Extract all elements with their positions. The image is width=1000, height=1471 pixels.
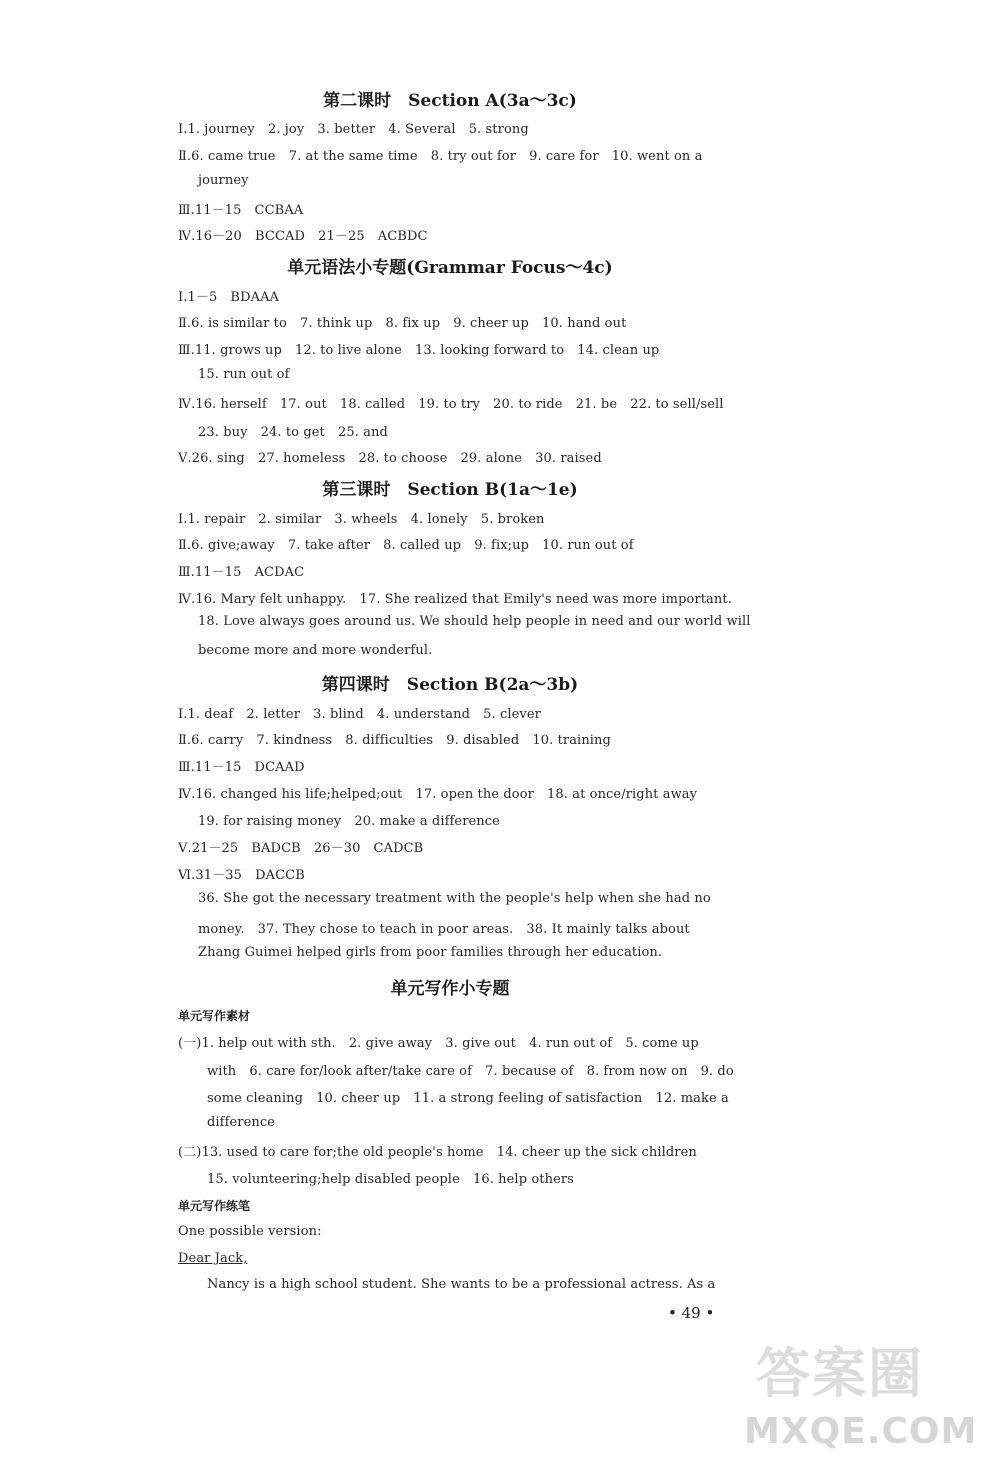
answer-line: (一)1. help out with sth. 2. give away 3. give out 4. run out of 5. come up xyxy=(178,1036,699,1051)
answer-line: Ⅳ.16－20 BCCAD 21－25 ACBDC xyxy=(178,229,428,244)
answer-line: Ⅱ.6. give;away 7. take after 8. called up 9. fix;up 10. run out of xyxy=(178,538,634,553)
answer-line: Ⅰ.1. repair 2. similar 3. wheels 4. lonely 5. broken xyxy=(178,512,545,527)
answer-line: some cleaning 10. cheer up 11. a strong feeling of satisfaction 12. make a xyxy=(207,1091,729,1106)
answer-line: 36. She got the necessary treatment with the people's help when she had no xyxy=(198,891,711,906)
version-line: One possible version: xyxy=(178,1224,322,1239)
watermark xyxy=(738,1327,988,1467)
writing-material-label: 单元写作素材 xyxy=(178,1009,251,1023)
writing-practice-label: 单元写作练笔 xyxy=(178,1199,251,1213)
answer-line: Ⅱ.6. is similar to 7. think up 8. fix up 9. cheer up 10. hand out xyxy=(178,316,627,331)
answer-line: Ⅵ.31－35 DACCB xyxy=(178,868,305,883)
answer-line: become more and more wonderful. xyxy=(198,643,433,658)
watermark-url: MXQE.COM xyxy=(744,1411,978,1452)
answer-line: Ⅲ.11－15 CCBAA xyxy=(178,203,304,218)
answer-line: Ⅰ.1. journey 2. joy 3. better 4. Several 5. strong xyxy=(178,122,529,137)
answer-line: Ⅳ.16. changed his life;helped;out 17. open the door 18. at once/right away xyxy=(178,787,698,802)
answer-line: (二)13. used to care for;the old people's home 14. cheer up the sick children xyxy=(178,1145,697,1160)
answer-line: 19. for raising money 20. make a difference xyxy=(198,814,500,829)
answer-line: Ⅳ.16. herself 17. out 18. called 19. to try 20. to ride 21. be 22. to sell/sell xyxy=(178,397,724,412)
section-heading-section-b-2a-3b: 第四课时 Section B(2a～3b) xyxy=(321,675,579,695)
answer-line: journey xyxy=(198,173,249,188)
answer-line: 15. volunteering;help disabled people 16. help others xyxy=(207,1172,574,1187)
answer-line: difference xyxy=(207,1115,276,1130)
letter-greeting: Dear Jack, xyxy=(178,1251,248,1266)
answer-line: 15. run out of xyxy=(198,367,290,382)
answer-line: Ⅲ.11. grows up 12. to live alone 13. looking forward to 14. clean up xyxy=(178,343,660,358)
answer-line: 23. buy 24. to get 25. and xyxy=(198,425,388,440)
answer-line: Ⅱ.6. carry 7. kindness 8. difficulties 9. disabled 10. training xyxy=(178,733,611,748)
section-heading-grammar-focus: 单元语法小专题(Grammar Focus～4c) xyxy=(287,258,613,278)
answer-line: money. 37. They chose to teach in poor areas. 38. It mainly talks about xyxy=(198,922,690,937)
answer-line: Ⅲ.11－15 ACDAC xyxy=(178,565,305,580)
answer-line: with 6. care for/look after/take care of 7. because of 8. from now on 9. do xyxy=(207,1064,734,1079)
watermark-logo-text: 答案圈 xyxy=(756,1342,924,1405)
answer-line: Ⅱ.6. came true 7. at the same time 8. try out for 9. care for 10. went on a xyxy=(178,149,703,164)
section-heading-writing: 单元写作小专题 xyxy=(390,979,510,999)
answer-line: Ⅴ.21－25 BADCB 26－30 CADCB xyxy=(178,841,424,856)
letter-body-line: Nancy is a high school student. She wants to be a professional actress. As a xyxy=(207,1277,716,1292)
section-heading-section-a-3a-3c: 第二课时 Section A(3a～3c) xyxy=(323,91,577,111)
answer-line: Ⅲ.11－15 DCAAD xyxy=(178,760,305,775)
answer-line: Ⅴ.26. sing 27. homeless 28. to choose 29. alone 30. raised xyxy=(178,451,602,466)
page-number: • 49 • xyxy=(668,1304,715,1322)
answer-line: 18. Love always goes around us. We should help people in need and our world will xyxy=(198,614,751,629)
answer-line: Ⅰ.1. deaf 2. letter 3. blind 4. understand 5. clever xyxy=(178,707,541,722)
answer-line: Ⅳ.16. Mary felt unhappy. 17. She realized that Emily's need was more important. xyxy=(178,592,732,607)
answer-line: Ⅰ.1－5 BDAAA xyxy=(178,290,280,305)
answer-line: Zhang Guimei helped girls from poor families through her education. xyxy=(198,945,663,960)
section-heading-section-b-1a-1e: 第三课时 Section B(1a～1e) xyxy=(322,480,578,500)
